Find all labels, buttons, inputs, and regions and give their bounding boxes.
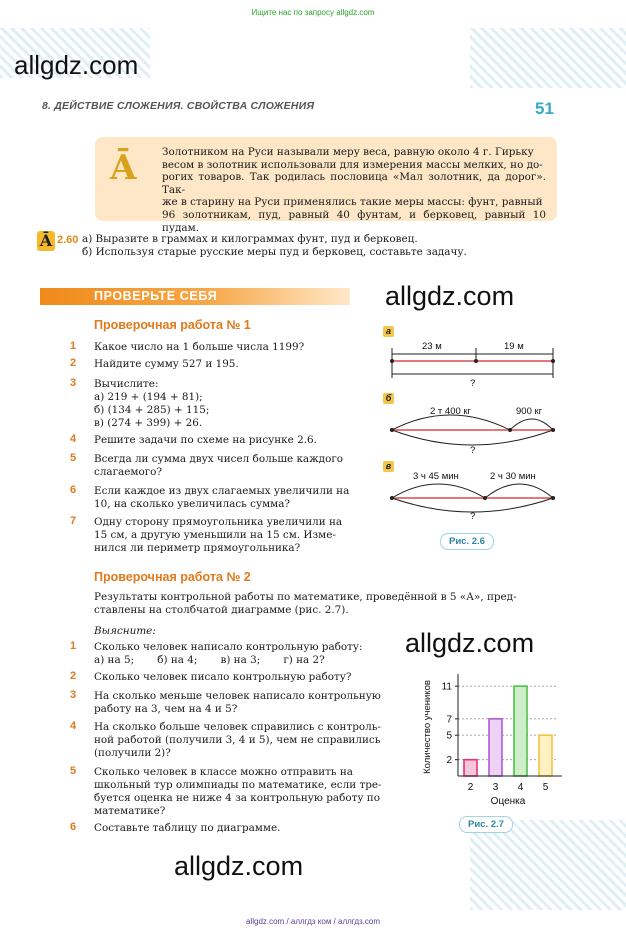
decorative-hatch-top-right — [470, 28, 626, 88]
info-line: Золотником на Руси называли меру веса, равную около 4 г. Гирьку — [162, 146, 534, 158]
question-number: 6 — [70, 821, 77, 833]
scheme-c-part2: 2 ч 30 мин — [490, 471, 536, 482]
scheme-c-arc2 — [485, 484, 553, 498]
exercise-line: б) Используя старые русские меры пуд и берковец, составьте задачу. — [82, 246, 467, 258]
question-line: работу на 3, чем на 4 и 5? — [94, 703, 238, 715]
x-axis-label: Оценка — [490, 796, 526, 807]
bar-grade-2 — [464, 760, 477, 776]
bar-grade-4 — [514, 686, 527, 776]
figure-2-6-caption: Рис. 2.6 — [440, 533, 494, 550]
scheme-b-total: ? — [470, 445, 476, 456]
info-line: же в старину на Руси применялись такие меры массы: фунт, равный — [162, 196, 543, 209]
question-number: 3 — [70, 689, 77, 701]
scheme-b-total-arc — [392, 430, 553, 445]
question-line: а) 219 + (194 + 81); — [94, 391, 203, 403]
watermark: allgdz.com — [385, 281, 515, 311]
x-tick-label: 3 — [492, 782, 499, 793]
scheme-c-arc1 — [392, 484, 485, 498]
x-tick-label: 5 — [542, 782, 549, 793]
question-number: 6 — [70, 484, 77, 496]
question-line: буется оценка не ниже 4 за контрольную работу по — [94, 792, 380, 804]
question-line: (получили 2)? — [94, 747, 171, 759]
scheme-a-label: а — [383, 326, 394, 337]
question-text — [94, 378, 209, 430]
history-exercise-icon: Ā — [37, 231, 55, 251]
x-tick-label: 4 — [517, 782, 524, 793]
work2-intro — [94, 591, 517, 617]
question-text — [94, 641, 363, 667]
scheme-c-total-arc — [392, 498, 553, 512]
scheme-b-label: б — [383, 393, 394, 404]
y-tick-label: 5 — [446, 730, 452, 742]
scheme-a-total: ? — [470, 378, 476, 389]
scheme-c-total: ? — [470, 511, 476, 522]
question-line: Сколько человек писало контрольную работу? — [94, 671, 352, 683]
bar-grade-5 — [539, 735, 552, 776]
info-line: рогих товаров. Так родилась пословица «Мал золотник, да дорог». Так- — [162, 171, 546, 196]
section-title: 8. ДЕЙСТВИЕ СЛОЖЕНИЯ. СВОЙСТВА СЛОЖЕНИЯ — [42, 100, 315, 112]
question-line: Составьте таблицу по диаграмме. — [94, 822, 281, 834]
question-text — [94, 671, 351, 684]
scheme-b-arc2 — [510, 419, 553, 430]
question-line: Решите задачи по схеме на рисунке 2.6. — [94, 434, 317, 446]
question-text — [94, 341, 304, 354]
question-number: 2 — [70, 357, 77, 369]
scheme-b-arc1 — [392, 415, 510, 430]
intro-line: ставлены на столбчатой диаграмме (рис. 2.7). — [94, 604, 349, 616]
question-text — [94, 434, 317, 447]
question-line: Найдите сумму 527 и 195. — [94, 358, 239, 370]
scheme-a-part1: 23 м — [422, 341, 442, 352]
work1-title: Проверочная работа № 1 — [94, 318, 251, 332]
info-line: 96 золотникам, пуд, равный 40 фунтам, и берковец, равный 10 пудам. — [162, 208, 546, 234]
scheme-c-part1: 3 ч 45 мин — [413, 471, 459, 482]
clarify-label: Выясните: — [94, 625, 156, 637]
exercise-text — [82, 233, 467, 259]
figure-2-6-diagram — [380, 320, 570, 540]
question-text — [94, 690, 381, 716]
exercise-number: 2.60 — [57, 234, 79, 246]
question-number: 2 — [70, 670, 77, 682]
scheme-c-label: в — [383, 461, 394, 472]
footer-links: allgdz.com / аллгдз ком / аллгдз.com — [245, 917, 381, 926]
banner-title: ПРОВЕРЬТЕ СЕБЯ — [94, 289, 218, 303]
question-line: 10, на сколько увеличилась сумма? — [94, 498, 291, 510]
history-icon: Ā — [110, 148, 137, 188]
y-tick-label: 2 — [446, 755, 452, 767]
x-tick-label: 2 — [467, 782, 474, 793]
question-line: слагаемого? — [94, 466, 163, 478]
question-line: математике? — [94, 805, 166, 817]
y-tick-label: 7 — [446, 714, 452, 726]
question-line: ной работой (получили 3, 4 и 5), чем не справились — [94, 734, 381, 746]
question-line: школьный тур олимпиады по математике, если тре- — [94, 779, 382, 791]
question-number: 5 — [70, 452, 77, 464]
question-number: 4 — [70, 720, 77, 732]
intro-line: Результаты контрольной работы по математике, проведённой в 5 «А», пред- — [94, 591, 517, 603]
scheme-a-part2: 19 м — [504, 341, 524, 352]
work2-title: Проверочная работа № 2 — [94, 570, 251, 584]
question-line: а) на 5; б) на 4; в) на 3; г) на 2? — [94, 654, 325, 666]
question-line: Вычислите: — [94, 378, 159, 390]
watermark: allgdz.com — [405, 628, 535, 658]
question-line: Одну сторону прямоугольника увеличили на — [94, 516, 343, 528]
question-text — [94, 721, 381, 760]
decorative-hatch-bottom-right — [470, 820, 626, 910]
top-search-note: Ищите нас по запросу allgdz.com — [251, 8, 375, 17]
question-number: 1 — [70, 340, 77, 352]
question-text — [94, 766, 382, 818]
question-line: 15 см, а другую уменьшили на 15 см. Изме- — [94, 529, 336, 541]
question-line: Сколько человек в классе можно отправить на — [94, 766, 353, 778]
y-axis-label: Количество учеников — [422, 680, 433, 774]
info-line: весом в золотник использовали для измерения массы мелких, но до- — [162, 158, 543, 171]
figure-2-7-bar-chart — [418, 670, 568, 810]
scheme-b-part1: 2 т 400 кг — [430, 406, 472, 417]
question-number: 7 — [70, 515, 77, 527]
question-line: Какое число на 1 больше числа 1199? — [94, 341, 305, 353]
question-line: б) (134 + 285) + 115; — [94, 404, 210, 416]
watermark: allgdz.com — [174, 851, 304, 881]
question-number: 4 — [70, 433, 77, 445]
question-text — [94, 485, 349, 511]
question-text — [94, 516, 342, 555]
scheme-b-part2: 900 кг — [516, 406, 543, 417]
question-text — [94, 358, 239, 371]
question-line: На сколько больше человек справились с контроль- — [94, 721, 381, 733]
info-text — [162, 146, 546, 234]
question-number: 1 — [70, 640, 77, 652]
bar-grade-3 — [489, 719, 502, 776]
question-line: нился ли периметр прямоугольника? — [94, 542, 301, 554]
question-text — [94, 453, 343, 479]
watermark: allgdz.com — [14, 50, 139, 80]
y-tick-label: 11 — [441, 681, 452, 693]
question-line: Всегда ли сумма двух чисел больше каждого — [94, 453, 344, 465]
question-line: в) (274 + 399) + 26. — [94, 417, 203, 429]
question-number: 5 — [70, 765, 77, 777]
question-line: Если каждое из двух слагаемых увеличили на — [94, 485, 350, 497]
question-number: 3 — [70, 377, 77, 389]
question-text — [94, 822, 280, 835]
page-number: 51 — [535, 99, 554, 118]
figure-2-7-caption: Рис. 2.7 — [459, 816, 513, 833]
question-line: На сколько меньше человек написало контрольную — [94, 690, 381, 702]
question-line: Сколько человек написало контрольную работу: — [94, 641, 363, 653]
exercise-line: а) Выразите в граммах и килограммах фунт, пуд и берковец. — [82, 233, 418, 245]
